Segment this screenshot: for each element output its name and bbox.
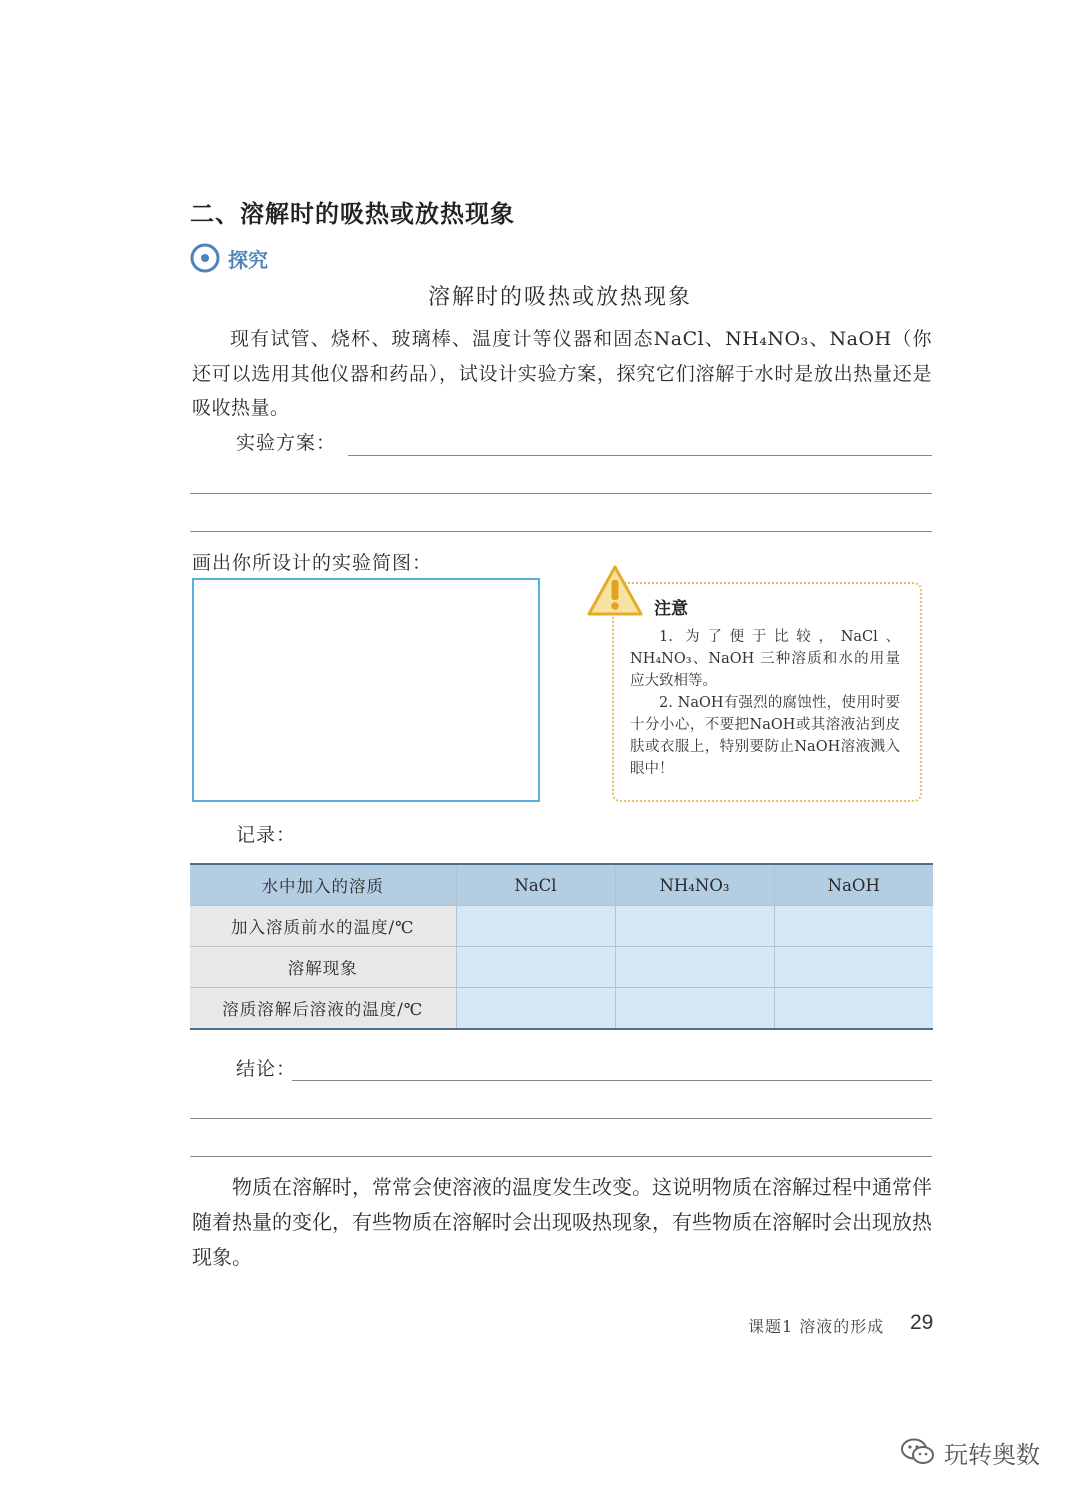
table-row [190, 947, 933, 988]
table-header-cell: NaCl [456, 864, 615, 906]
plan-answer-line-3[interactable] [190, 531, 932, 532]
note-item-1: 1. 为了便于比较，NaCl、NH₄NO₃、NaOH 三种溶质和水的用量应大致相等。 [630, 629, 900, 689]
table-header-cell: 水中加入的溶质 [190, 864, 456, 906]
table-row [190, 906, 933, 947]
table-row-header: 溶质溶解后溶液的温度/℃ [190, 988, 456, 1030]
note-title: 注意 [654, 599, 688, 619]
plan-answer-line-1[interactable] [348, 455, 932, 456]
record-label: 记录： [236, 824, 297, 846]
intro-paragraph: 现有试管、烧杯、玻璃棒、温度计等仪器和固态NaCl、NH₄NO₃、NaOH（你还可以选用其他仪器和药品），试设计实验方案，探究它们溶解于水时是放出热量还是吸收热量。 [192, 328, 932, 419]
table-row-header: 加入溶质前水的温度/℃ [190, 906, 456, 947]
explore-badge [190, 240, 268, 276]
warning-triangle-icon [586, 564, 644, 618]
conclusion-answer-line-3[interactable] [190, 1156, 932, 1157]
table-input-cell[interactable] [774, 947, 933, 988]
sketch-label: 画出你所设计的实验简图： [192, 552, 433, 574]
table-input-cell[interactable] [774, 906, 933, 947]
table-input-cell[interactable] [615, 906, 774, 947]
note-item-2: 2. NaOH有强烈的腐蚀性，使用时要十分小心，不要把NaOH或其溶液沾到皮肤或衣服上，特别要防止NaOH溶液溅入眼中！ [630, 695, 900, 777]
table-input-cell[interactable] [615, 988, 774, 1030]
page-number: 29 [910, 1311, 934, 1334]
plan-label: 实验方案： [236, 432, 337, 454]
watermark [900, 1432, 1040, 1472]
footer-chapter: 课题1 溶液的形成 [748, 1317, 885, 1336]
activity-title: 溶解时的吸热或放热现象 [427, 285, 692, 310]
conclusion-answer-line-1[interactable] [292, 1080, 932, 1081]
watermark-text: 玩转奥数 [944, 1440, 1040, 1469]
conclusion-label: 结论： [236, 1058, 297, 1080]
summary-paragraph: 物质在溶解时，常常会使溶液的温度发生改变。这说明物质在溶解过程中通常伴随着热量的变化，有些物质在溶解时会出现吸热现象，有些物质在溶解时会出现放热现象。 [192, 1175, 932, 1269]
table-input-cell[interactable] [456, 988, 615, 1030]
note-body [630, 626, 900, 780]
table-header-cell: NH₄NO₃ [615, 864, 774, 906]
table-input-cell[interactable] [456, 906, 615, 947]
sketch-drawing-area[interactable] [192, 578, 540, 802]
table-header-cell: NaOH [774, 864, 933, 906]
record-table [190, 863, 933, 1030]
plan-answer-line-2[interactable] [190, 493, 932, 494]
table-input-cell[interactable] [615, 947, 774, 988]
table-input-cell[interactable] [456, 947, 615, 988]
target-circle-icon [190, 243, 220, 273]
table-header-row [190, 864, 933, 906]
wechat-icon [900, 1437, 936, 1467]
table-row-header: 溶解现象 [190, 947, 456, 988]
table-row [190, 988, 933, 1030]
conclusion-answer-line-2[interactable] [190, 1118, 932, 1119]
section-heading: 二、溶解时的吸热或放热现象 [190, 200, 515, 228]
table-input-cell[interactable] [774, 988, 933, 1030]
explore-label: 探究 [228, 247, 268, 272]
